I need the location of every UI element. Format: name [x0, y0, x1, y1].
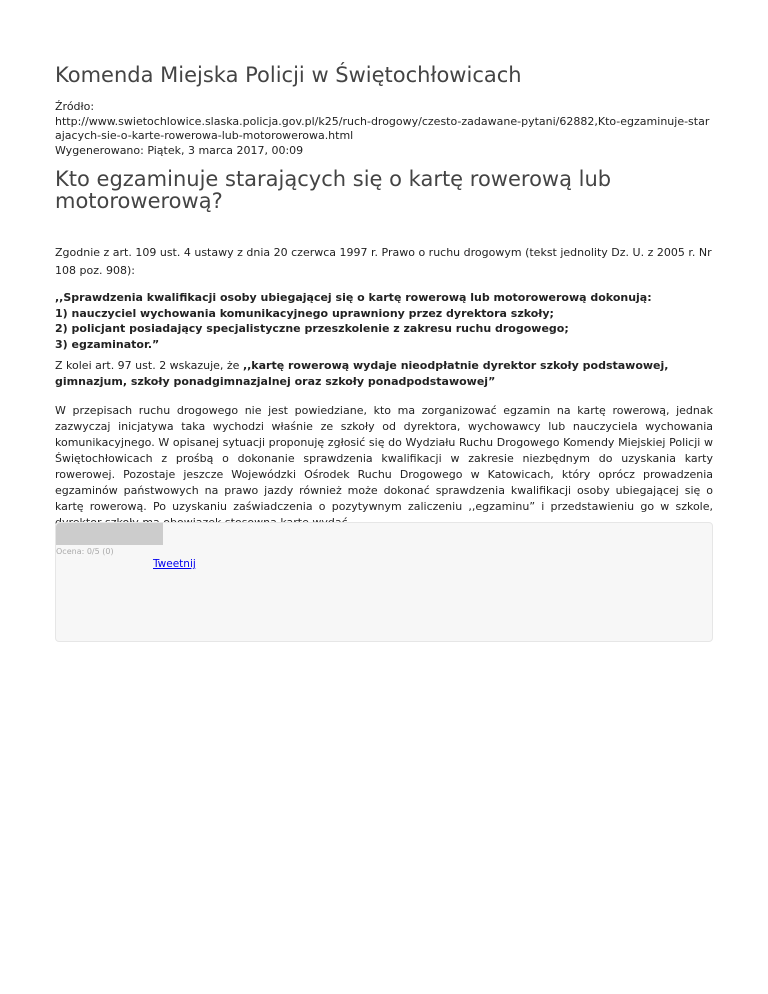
document-meta	[55, 100, 715, 158]
article-body: W przepisach ruchu drogowego nie jest powiedziane, kto ma zorganizować egzamin na kartę rowerową, jednak zazwyczaj inicjatywa taka wychodzi właśnie ze szkoły od dyrektora, wychowawcy lub nauczyciela wychowania komunikacyjnego. W opisanej sytuacji proponuję zgłosić się do Wydziału Ruchu Drogowego Komendy Miejskiej Policji w Świętochłowicach z prośbą o dokonanie sprawdzenia kwalifikacji w zakresie niezbędnym do uzyskania karty rowerowej. Pozostaje jeszcze Wojewódzki Ośrodek Ruchu Drogowego w Katowicach, który oprócz prowadzenia egzaminów państwowych na prawo jazdy również może dokonać sprawdzenia kwalifikacji osoby ubiegającej się o kartę rowerową. Po uzyskaniu zaświadczenia o pozytywnym zaliczeniu ,,egzaminu” i przedstawieniu go w szkole,	[55, 404, 713, 513]
generated-date: Wygenerowano: Piątek, 3 marca 2017, 00:09	[55, 143, 304, 157]
article-second-paragraph	[55, 358, 713, 390]
article-quote	[55, 290, 713, 352]
second-prefix: Z kolei art. 97 ust. 2 wskazuje, że	[55, 359, 243, 372]
site-title: Komenda Miejska Policji w Świętochłowicach	[55, 63, 522, 87]
rating-label: Ocena: 0/5 (0)	[56, 547, 114, 556]
article-intro: Zgodnie z art. 109 ust. 4 ustawy z dnia 20 czerwca 1997 r. Prawo o ruchu drogowym (tekst jednolity Dz. U. z 2005 r. Nr 108 poz. 908):	[55, 246, 712, 277]
quote-line: 3) egzaminator.”	[55, 337, 160, 351]
source-label: Źródło:	[55, 100, 95, 113]
quote-line: ,,Sprawdzenia kwalifikacji osoby ubiegającej się o kartę rowerową lub motorowerową dokonują:	[55, 291, 652, 304]
tweet-link[interactable]: Tweetnij	[153, 558, 196, 570]
quote-line: 1) nauczyciel wychowania komunikacyjnego uprawniony przez dyrektora szkoły;	[55, 306, 554, 320]
source-url: http://www.swietochlowice.slaska.policja.gov.pl/k25/ruch-drogowy/czesto-zadawane-pytani/62882,Kto-egzaminuje-starajacych-sie-o-karte-rowerowa-lub-motorowerowa.html	[55, 114, 710, 142]
rating-box	[55, 522, 713, 642]
article-title: Kto egzaminuje starających się o kartę rowerową lub motorowerową?	[55, 167, 612, 213]
rating-stars[interactable]	[56, 523, 163, 545]
second-bold-quote: ,,kartę rowerową wydaje nieodpłatnie dyrektor szkoły podstawowej, gimnazjum, szkoły ponadgimnazjalnej oraz szkoły ponadpodstawowej”	[55, 359, 669, 388]
quote-line: 2) policjant posiadający specjalistyczne przeszkolenie z zakresu ruchu drogowego;	[55, 322, 569, 335]
